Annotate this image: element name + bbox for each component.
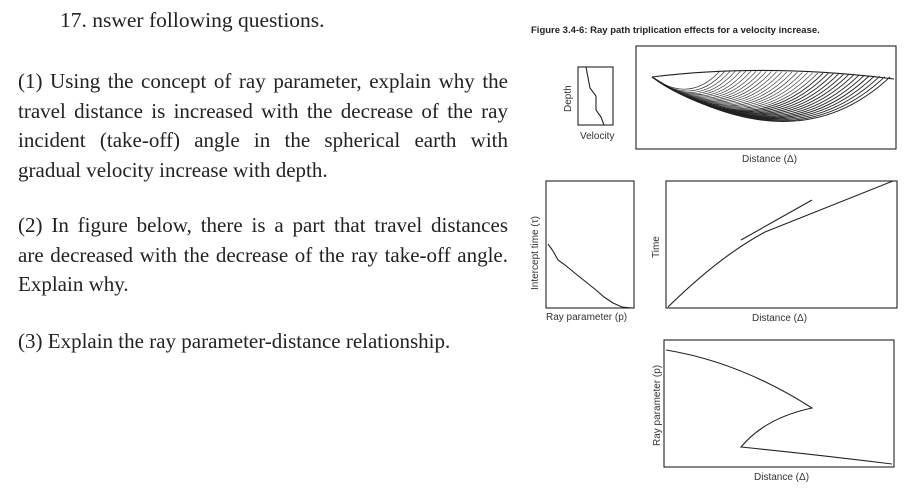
question-1-line: (1) Using the concept of ray parameter, explain why the [18,69,508,93]
velocity-profile-curve [586,67,604,125]
depth-axis-label: Depth [563,85,574,112]
earth-surface-arc [652,70,894,79]
question-1-line: gradual velocity increase with depth. [18,157,328,182]
ray-parameter-axis-label-y: Ray parameter (p) [652,364,663,446]
distance-axis-label-middle: Distance (Δ) [752,313,808,324]
question-2-line: (2) In figure below, there is a part that travel distances [18,213,508,237]
intercept-time-axis-label: Intercept time (τ) [530,216,541,290]
ray-parameter-axis-label-x: Ray parameter (p) [546,312,628,323]
question-2-line: are decreased with the decrease of the ray take-off angle. [18,242,508,267]
question-title: 17. nswer following questions. [60,8,325,32]
question-3-line: (3) Explain the ray parameter-distance relationship. [18,329,451,353]
question-1-line: travel distance is increased with the decrease of the ray [18,98,508,123]
tau-p-curve [548,244,632,308]
question-2-line: Explain why. [18,272,129,296]
tau-p-box [546,181,634,308]
ray-path [652,71,766,100]
p-distance-box [664,340,894,467]
figure-caption: Figure 3.4-6: Ray path triplication effects for a velocity increase. [531,25,820,36]
p-distance-curve [666,350,892,464]
distance-axis-label-top: Distance (Δ) [742,154,798,165]
ray-path-box [636,46,896,149]
distance-axis-label-bottom: Distance (Δ) [754,472,810,483]
travel-time-curve [668,181,893,307]
ray-fan [652,71,890,122]
velocity-axis-label: Velocity [580,131,615,142]
time-axis-label: Time [651,236,662,258]
travel-time-box [666,181,897,308]
travel-time-branch [741,200,812,240]
question-1-line: incident (take-off) angle in the spherical earth with [18,128,508,152]
